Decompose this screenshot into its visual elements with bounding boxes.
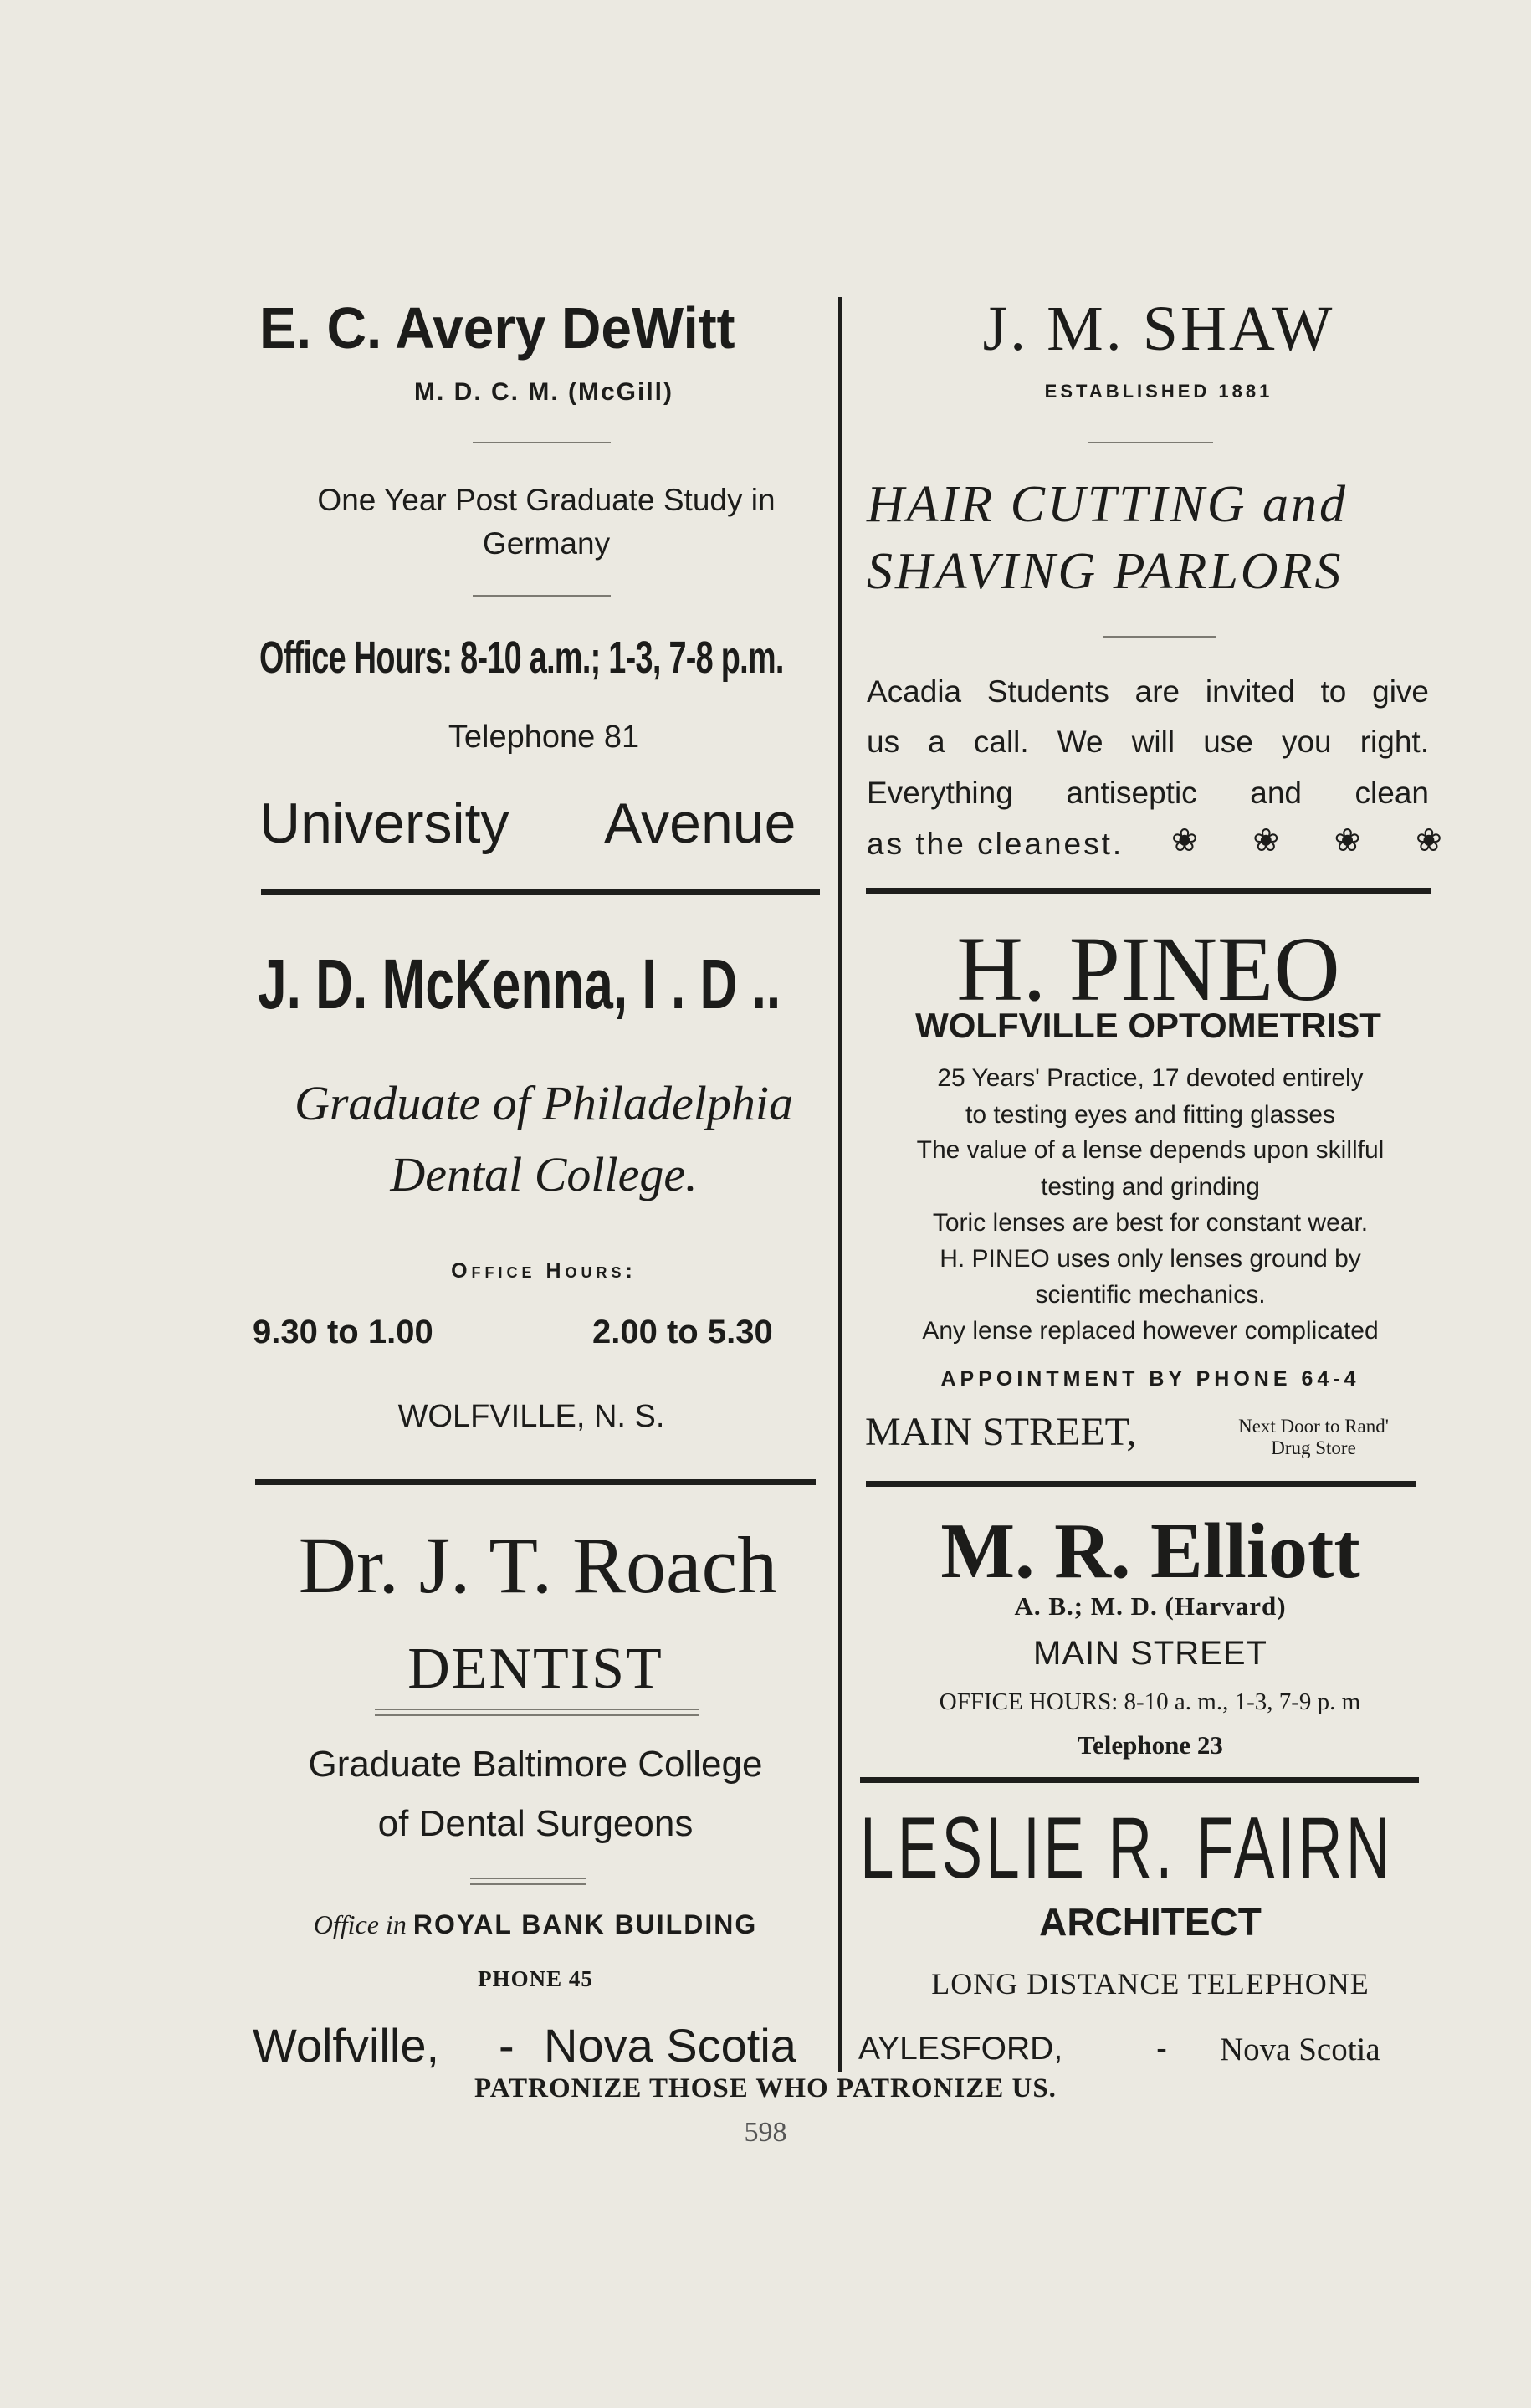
roach-office — [251, 1909, 820, 1940]
fairn-title: ARCHITECT — [1039, 1900, 1262, 1944]
shaw-body-line2: us a call. We will use you right. — [867, 725, 1429, 759]
shaw-body-line4: as the cleanest. — [867, 827, 1124, 861]
fairn-name: LESLIE R. FAIRN — [860, 1800, 1394, 1897]
roach-name: Dr. J. T. Roach — [298, 1520, 778, 1610]
mckenna-hours-am: 9.30 to 1.00 — [253, 1314, 433, 1350]
page-number: 598 — [744, 2117, 787, 2148]
divider — [470, 1878, 586, 1879]
roach-town: Wolfville, — [253, 2019, 440, 2072]
divider — [1103, 636, 1216, 638]
pineo-next-door-line1: Next Door to Rand' — [1238, 1416, 1389, 1437]
section-divider — [860, 1777, 1419, 1783]
pineo-line1: 25 Years' Practice, 17 devoted entirely — [937, 1064, 1364, 1092]
title-underline — [375, 1714, 699, 1716]
dewitt-street-avenue: Avenue — [604, 792, 796, 855]
section-divider — [255, 1479, 816, 1485]
section-divider — [866, 888, 1431, 894]
roach-office-building: ROYAL BANK BUILDING — [412, 1909, 758, 1939]
pineo-next-door-line2: Drug Store — [1271, 1437, 1356, 1458]
column-divider — [838, 297, 842, 2072]
pineo-line8: Any lense replaced however complicated — [922, 1317, 1379, 1345]
mckenna-town: WOLFVILLE, N. S. — [397, 1399, 665, 1434]
elliott-street: MAIN STREET — [1033, 1635, 1267, 1672]
title-underline — [375, 1709, 699, 1710]
elliott-telephone: Telephone 23 — [1078, 1730, 1223, 1760]
divider — [1088, 442, 1213, 443]
pineo-appointment: APPOINTMENT BY PHONE 64-4 — [940, 1367, 1360, 1391]
flower-ornament-icon: ❀ ❀ ❀ ❀ — [1171, 823, 1466, 858]
mckenna-hours-label: Office Hours: — [451, 1259, 637, 1283]
shaw-body-line3: Everything antiseptic and clean — [867, 776, 1429, 810]
dewitt-street-university: University — [259, 792, 509, 855]
fairn-phone: LONG DISTANCE TELEPHONE — [931, 1967, 1370, 2001]
shaw-service-line2: SHAVING PARLORS — [867, 543, 1344, 600]
shaw-service-line1: HAIR CUTTING and — [867, 476, 1349, 533]
dewitt-study: One Year Post Graduate Study in Germany — [317, 483, 776, 561]
shaw-body-line1: Acadia Students are invited to give — [867, 674, 1429, 709]
dewitt-name: E. C. Avery DeWitt — [259, 295, 735, 361]
elliott-name: M. R. Elliott — [940, 1508, 1360, 1595]
mckenna-name: J. D. McKenna, I . D .. — [258, 945, 781, 1023]
mckenna-college-line1: Graduate of Philadelphia — [294, 1076, 794, 1130]
mckenna-hours-pm: 2.00 to 5.30 — [592, 1314, 773, 1350]
divider — [470, 1883, 586, 1885]
roach-phone: PHONE 45 — [478, 1966, 593, 1991]
shaw-established: ESTABLISHED 1881 — [1044, 381, 1273, 402]
elliott-office-hours: OFFICE HOURS: 8-10 a. m., 1-3, 7-9 p. m — [939, 1688, 1361, 1715]
pineo-line6: H. PINEO uses only lenses ground by — [940, 1245, 1361, 1273]
pineo-line7: scientific mechanics. — [1035, 1281, 1266, 1309]
mckenna-college-line2: Dental College. — [390, 1147, 698, 1201]
roach-college-line1: Graduate Baltimore College — [308, 1744, 763, 1785]
divider — [473, 442, 611, 443]
dewitt-telephone: Telephone 81 — [448, 720, 640, 755]
dewitt-office-hours: Office Hours: 8-10 a.m.; 1-3, 7-8 p.m. — [259, 633, 784, 683]
pineo-line2: to testing eyes and fitting glasses — [965, 1101, 1335, 1129]
pineo-title: WOLFVILLE OPTOMETRIST — [915, 1006, 1381, 1045]
pineo-name: H. PINEO — [956, 918, 1340, 1020]
fairn-town: AYLESFORD, — [858, 2031, 1063, 2067]
fairn-province: Nova Scotia — [1220, 2031, 1380, 2067]
roach-province: Nova Scotia — [544, 2019, 796, 2072]
fairn-dash: - — [1156, 2031, 1167, 2067]
pineo-line5: Toric lenses are best for constant wear. — [932, 1209, 1369, 1237]
roach-title: DENTIST — [407, 1637, 663, 1701]
pineo-line3: The value of a lense depends upon skillful — [916, 1136, 1385, 1164]
roach-dash: - — [499, 2019, 515, 2072]
dewitt-degree: M. D. C. M. (McGill) — [414, 378, 673, 406]
pineo-street: MAIN STREET, — [865, 1410, 1137, 1454]
shaw-name: J. M. SHAW — [982, 294, 1335, 364]
section-divider — [866, 1481, 1416, 1487]
divider — [473, 595, 611, 597]
roach-college-line2: of Dental Surgeons — [377, 1803, 694, 1844]
elliott-degree: A. B.; M. D. (Harvard) — [1014, 1591, 1287, 1621]
pineo-line4: testing and grinding — [1041, 1173, 1260, 1201]
section-divider — [261, 889, 820, 895]
roach-office-prefix: Office in — [313, 1909, 407, 1939]
footer-slogan: PATRONIZE THOSE WHO PATRONIZE US. — [474, 2073, 1057, 2103]
